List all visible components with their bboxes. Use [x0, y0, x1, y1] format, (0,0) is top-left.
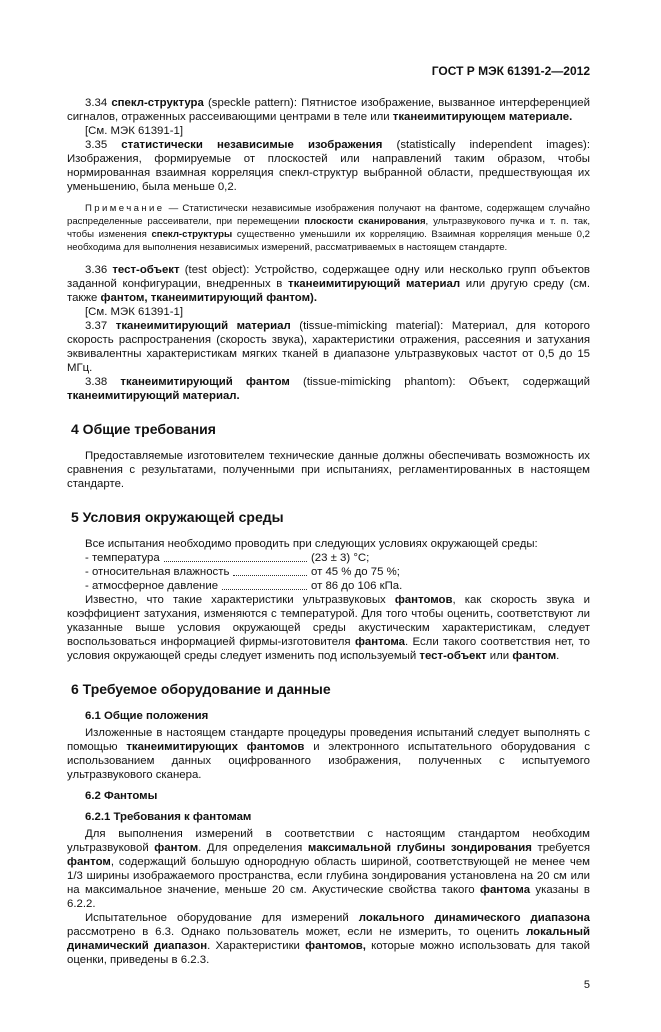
- term-bold: фантом: [67, 856, 111, 868]
- list-item: [85, 565, 415, 579]
- text-run: 3.37: [85, 320, 116, 332]
- text-run: Известно, что такие характеристики ультразвуковых: [85, 594, 395, 606]
- term-bold: максимальной глубины зондирования: [307, 842, 532, 854]
- paragraph: [67, 138, 590, 194]
- term-bold: тканеимитирующих фантомов: [126, 741, 305, 753]
- term-bold: тканеимитирующий фантом: [120, 376, 290, 388]
- text-run: , как скорость звука и коэффициент затухания, изменяются с температурой. Для того чтобы оценить, соответствуют ли указанные выше условия окружающей среды акустическим характеристикам, следует воспользоваться информацией фирмы-изготовителя: [67, 594, 590, 648]
- text-run: — Статистически независимые изображения получают на фантоме, содержащем случайно распределенные рассеиватели, при перемещении: [67, 203, 590, 227]
- term-bold: тканеимитирующий материал: [288, 278, 461, 290]
- text-run: Предоставляемые изготовителем технические данные должны обеспечивать возможность их сравнения с результатами, полученными при испытаниях, регламентированных в настоящем стандарте.: [67, 450, 590, 490]
- term-bold: фантомов,: [305, 940, 366, 952]
- text-run: (tissue-mimicking material): Материал, для которого скорость распространения (скорость звука), характеристики отражения, рассеяния и затухания эквивалентны характеристикам мягких тканей в диапазоне ультразвуковых частот от 0,5 до 15 МГц.: [67, 320, 590, 374]
- paragraph: [67, 96, 590, 124]
- term-bold: тест-объект: [112, 264, 180, 276]
- page-number: 5: [583, 979, 590, 991]
- dot-leader: [164, 560, 307, 562]
- section-heading: 5 Условия окружающей среды: [71, 509, 284, 525]
- subsection-heading: 6.2.1 Требования к фантомам: [85, 811, 252, 823]
- list-item: [85, 551, 415, 565]
- text-run: рассмотрено в 6.3. Однако пользователь может, если не измерить, то оценить: [67, 926, 527, 938]
- text-run: . Для определения: [198, 842, 308, 854]
- text-run: , содержащий большую однородную область шириной, соответствующей не менее чем 1/3 ширины изображаемого пространства, если глубина зондирования установлена на 20 см или на максимальное значение, меньше 20 см. Акустические свойства такого: [67, 856, 590, 896]
- text-run: Для выполнения измерений в соответствии с настоящим стандартом необходим ультразвуковой: [67, 828, 590, 854]
- text-run: Все испытания необходимо проводить при следующих условиях окружающей среды:: [85, 538, 538, 550]
- term-bold: фантом: [512, 650, 557, 662]
- note-label: Примечание: [85, 203, 165, 214]
- text-run: . Характеристики: [207, 940, 306, 952]
- text-run: 3.36: [85, 264, 113, 276]
- text-run: или другую среду (см. также: [67, 278, 591, 304]
- term-bold: фантом: [154, 842, 199, 854]
- text-run: требуется: [531, 842, 591, 854]
- paragraph: [67, 319, 590, 375]
- text-run: , ультразвукового пучка и т. п. так, чтобы изменения: [67, 216, 591, 240]
- text-run: которые можно использовать для такой оценки, приведены в 6.2.3.: [67, 940, 590, 966]
- condition-value: от 86 до 106 кПа.: [311, 580, 403, 592]
- term-bold: локальный динамический диапазон: [67, 926, 590, 952]
- term-bold: тест-объект: [419, 650, 487, 662]
- document-header: ГОСТ Р МЭК 61391-2—2012: [431, 64, 590, 78]
- text-run: существенно уменьшили их корреляцию. Взаимная корреляция меньше 0,2 необходима для выполнения независимых измерений, рассматриваемых в настоящем стандарте.: [67, 229, 590, 253]
- paragraph: [67, 593, 590, 663]
- condition-label: - температура: [85, 552, 160, 564]
- term-bold: тканеимитирующем материале.: [392, 111, 573, 123]
- text-run: Испытательное оборудование для измерений: [85, 912, 359, 924]
- paragraph: [67, 305, 590, 319]
- paragraph: [67, 537, 590, 551]
- term-bold: плоскости сканирования: [304, 216, 426, 227]
- text-run: .: [556, 650, 560, 662]
- section-heading: 4 Общие требования: [71, 421, 216, 437]
- paragraph: [67, 124, 590, 138]
- paragraph: [67, 375, 590, 403]
- condition-value: (23 ± 3) °С;: [311, 552, 370, 564]
- text-run: 3.35: [85, 139, 122, 151]
- conditions-list: [67, 551, 590, 593]
- text-run: (speckle pattern): Пятнистое изображение, вызванное интерференцией сигналов, отраженных рассеивающими центрами в теле или: [67, 97, 590, 123]
- term-bold: статистически независимые изображения: [121, 139, 383, 151]
- subsection-heading: 6.1 Общие положения: [85, 710, 209, 722]
- term-bold: фантомов: [394, 594, 453, 606]
- text-run: [См. МЭК 61391-1]: [85, 306, 183, 318]
- term-bold: фантома: [480, 884, 531, 896]
- section-heading: 6 Требуемое оборудование и данные: [71, 681, 331, 697]
- paragraph: [67, 911, 590, 967]
- text-run: или: [486, 650, 513, 662]
- text-run: . Если такого соответствия нет, то условия окружающей среды следует изменить под используемый: [67, 636, 590, 662]
- text-run: Изложенные в настоящем стандарте процедуры проведения испытаний следует выполнять с помощью: [67, 727, 590, 753]
- term-bold: спекл-структуры: [151, 229, 233, 240]
- text-run: указаны в 6.2.2.: [67, 884, 590, 910]
- paragraph: [67, 449, 590, 491]
- text-run: (statistically independent images): Изображения, формируемые от плоскостей или направлений таким образом, чтобы нормированная взаимная корреляция спекл-структур выбранной области, предшествующая их уменьшению, была меньше 0,2.: [67, 139, 590, 193]
- text-run: (test object): Устройство, содержащее одну или несколько групп объектов заданной конфигурации, внедренных в: [67, 264, 590, 290]
- text-run: (tissue-mimicking phantom): Объект, содержащий: [289, 376, 590, 388]
- condition-label: - относительная влажность: [85, 566, 230, 578]
- text-run: [См. МЭК 61391-1]: [85, 125, 183, 137]
- text-run: 3.38: [85, 376, 121, 388]
- term-bold: фантом, тканеимитирующий фантом).: [100, 292, 317, 304]
- paragraph: [67, 726, 590, 782]
- note-paragraph: [67, 202, 590, 254]
- paragraph: [67, 263, 590, 305]
- term-bold: спекл-структура: [111, 97, 204, 109]
- term-bold: тканеимитирующий материал: [115, 320, 291, 332]
- condition-value: от 45 % до 75 %;: [311, 566, 400, 578]
- list-item: [85, 579, 415, 593]
- paragraph: [67, 827, 590, 911]
- term-bold: тканеимитирующий материал.: [67, 390, 240, 402]
- document-body: [67, 96, 590, 967]
- dot-leader: [222, 588, 307, 590]
- text-run: и электронного испытательного оборудования с использованием данных оцифрованного изображения, полученных с испытуемого ультразвукового сканера.: [67, 741, 590, 781]
- text-run: 3.34: [85, 97, 112, 109]
- subsection-heading: 6.2 Фантомы: [85, 790, 158, 802]
- dot-leader: [233, 574, 307, 576]
- term-bold: фантома: [354, 636, 405, 648]
- condition-label: - атмосферное давление: [85, 580, 219, 592]
- term-bold: локального динамического диапазона: [358, 912, 590, 924]
